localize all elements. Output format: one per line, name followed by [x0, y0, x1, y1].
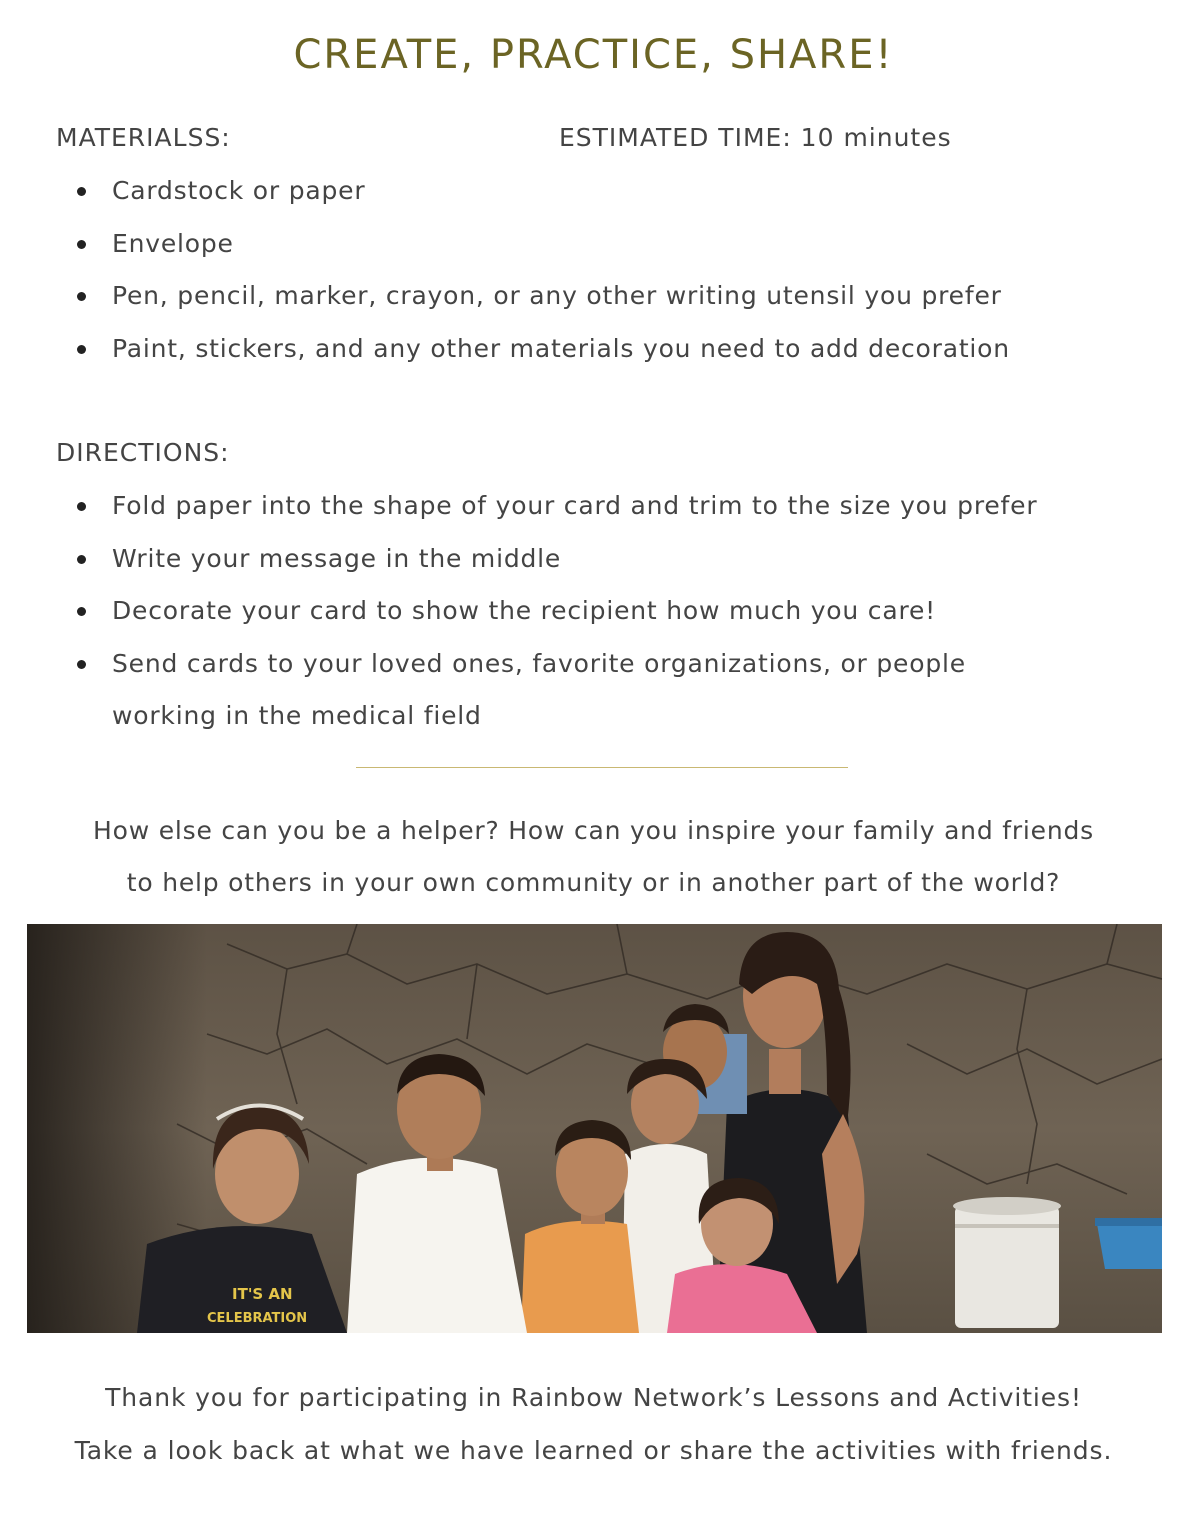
materials-list [56, 165, 1172, 375]
blue-basin [1095, 1218, 1162, 1269]
list-item: Send cards to your loved ones, favorite organizations, or people working in the medical field [56, 638, 1012, 743]
materials-heading: MATERIALSS: [56, 123, 231, 152]
question-line-2: to help others in your own community or in another part of the world? [126, 868, 1061, 897]
list-item: Paint, stickers, and any other materials you need to add decoration [56, 323, 1172, 376]
directions-heading: DIRECTIONS: [56, 438, 230, 467]
estimated-time: ESTIMATED TIME: 10 minutes [559, 123, 952, 152]
list-item: Envelope [56, 218, 1172, 271]
family-photo [27, 924, 1162, 1333]
list-item: Cardstock or paper [56, 165, 1172, 218]
shirt-text-1: IT'S AN [232, 1285, 293, 1303]
list-item: Pen, pencil, marker, crayon, or any other writing utensil you prefer [56, 270, 1172, 323]
section-divider [356, 767, 848, 768]
list-item: Decorate your card to show the recipient how much you care! [56, 585, 1172, 638]
thanks-line-2: Take a look back at what we have learned or share the activities with friends. [74, 1436, 1113, 1465]
thank-you-message [0, 1371, 1187, 1477]
helper-question [0, 805, 1187, 909]
shirt-text-2: CELEBRATION [207, 1311, 308, 1326]
list-item: Fold paper into the shape of your card and trim to the size you prefer [56, 480, 1172, 533]
directions-list [56, 480, 1172, 743]
question-line-1: How else can you be a helper? How can you inspire your family and friends [93, 816, 1094, 845]
list-item: Write your message in the middle [56, 533, 1172, 586]
page-title: CREATE, PRACTICE, SHARE! [293, 32, 894, 78]
thanks-line-1: Thank you for participating in Rainbow Network’s Lessons and Activities! [105, 1383, 1082, 1412]
bucket [953, 1197, 1061, 1328]
